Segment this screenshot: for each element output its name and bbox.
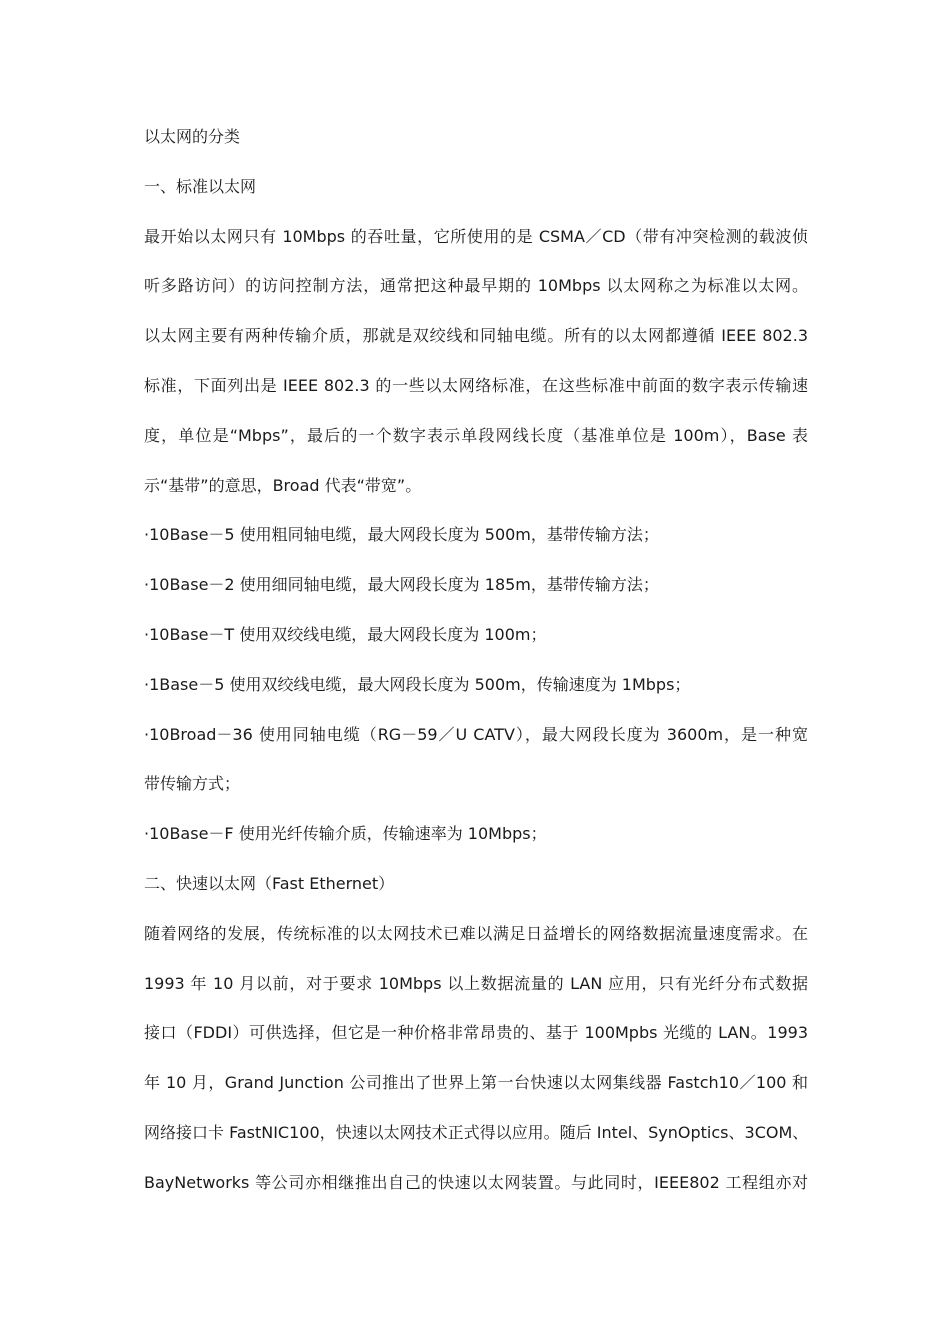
document-page (144, 112, 808, 1208)
list-item-continuation: 带传输方式； (144, 774, 241, 794)
paragraph-line: 示“基带”的意思，Broad 代表“带宽”。 (144, 475, 422, 495)
paragraph-line: 以太网主要有两种传输介质，那就是双绞线和同轴电缆。所有的以太网都遵循 IEEE 802.3 (144, 326, 808, 346)
section-heading: 一、标准以太网 (144, 176, 257, 196)
section-heading: 二、快速以太网（Fast Ethernet） (144, 873, 395, 893)
list-item: ·10Broad－36 使用同轴电缆（RG－59／U CATV），最大网段长度为 3600m，是一种宽 (144, 724, 808, 744)
paragraph-line: 听多路访问）的访问控制方法，通常把这种最早期的 10Mbps 以太网称之为标准以太网。 (144, 276, 808, 296)
list-item: ·1Base－5 使用双绞线电缆，最大网段长度为 500m，传输速度为 1Mbps； (144, 674, 691, 694)
paragraph-line: 最开始以太网只有 10Mbps 的吞吐量，它所使用的是 CSMA／CD（带有冲突检测的载波侦 (144, 226, 808, 246)
paragraph-line: 1993 年 10 月以前，对于要求 10Mbps 以上数据流量的 LAN 应用，只有光纤分布式数据 (144, 973, 808, 993)
paragraph-line: BayNetworks 等公司亦相继推出自己的快速以太网装置。与此同时，IEEE802 工程组亦对 (144, 1172, 808, 1192)
paragraph-line: 网络接口卡 FastNIC100，快速以太网技术正式得以应用。随后 Intel、SynOptics、3COM、 (144, 1122, 808, 1142)
list-item: ·10Base－5 使用粗同轴电缆，最大网段长度为 500m，基带传输方法； (144, 525, 659, 545)
paragraph-line: 接口（FDDI）可供选择，但它是一种价格非常昂贵的、基于 100Mpbs 光缆的 LAN。1993 (144, 1023, 808, 1043)
list-item: ·10Base－T 使用双绞线电缆，最大网段长度为 100m； (144, 624, 547, 644)
list-item: ·10Base－F 使用光纤传输介质，传输速率为 10Mbps； (144, 824, 547, 844)
paragraph-line: 标准，下面列出是 IEEE 802.3 的一些以太网络标准，在这些标准中前面的数字表示传输速 (144, 375, 808, 395)
paragraph-line: 年 10 月，Grand Junction 公司推出了世界上第一台快速以太网集线器 Fastch10／100 和 (144, 1073, 808, 1093)
document-title: 以太网的分类 (144, 127, 241, 146)
paragraph-line: 随着网络的发展，传统标准的以太网技术已难以满足日益增长的网络数据流量速度需求。在 (144, 923, 808, 943)
paragraph-line: 度，单位是“Mbps”，最后的一个数字表示单段网线长度（基准单位是 100m），Base 表 (144, 425, 808, 445)
list-item: ·10Base－2 使用细同轴电缆，最大网段长度为 185m，基带传输方法； (144, 575, 659, 595)
